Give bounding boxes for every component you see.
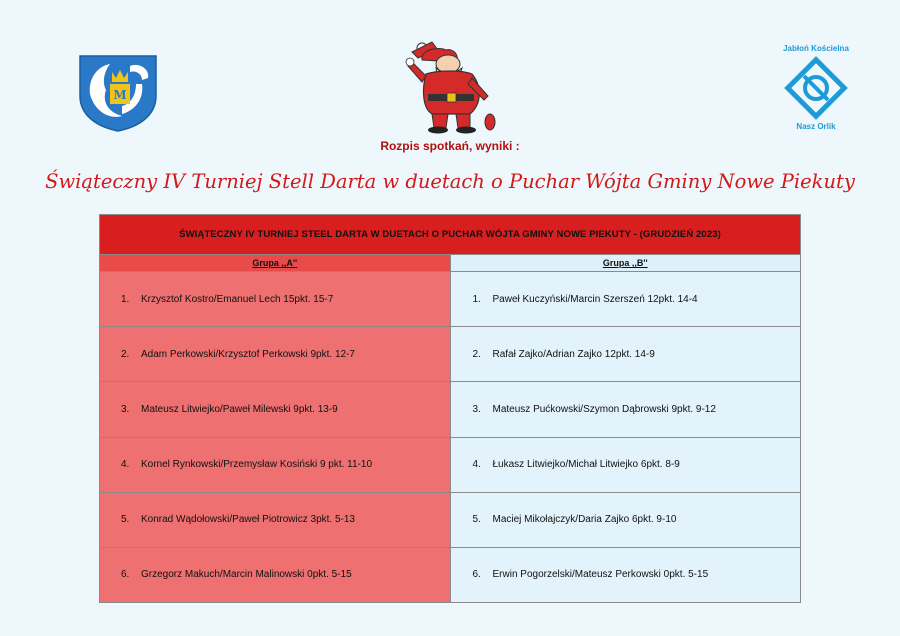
rank-number: 6. <box>472 569 481 581</box>
group-b-entry <box>450 272 801 327</box>
rank-number: 4. <box>121 459 130 471</box>
group-a-label: Grupa ,,A'' <box>100 255 451 272</box>
table-row <box>100 547 801 602</box>
table-row <box>100 492 801 547</box>
table-header: ŚWIĄTECZNY IV TURNIEJ STEEL DARTA W DUETACH O PUCHAR WÓJTA GMINY NOWE PIEKUTY - (GRUDZIEŃ 2023) <box>100 215 801 255</box>
group-a-entry <box>100 327 451 382</box>
svg-text:M: M <box>113 88 127 102</box>
rank-number: 3. <box>121 403 130 415</box>
rank-number: 1. <box>121 293 130 305</box>
rank-number: 2. <box>121 348 130 360</box>
group-a-entry <box>100 382 451 437</box>
group-a-entry <box>100 492 451 547</box>
table-row <box>100 272 801 327</box>
team-result: Maciej Mikołajczyk/Daria Zajko 6pkt. 9-10 <box>492 514 677 526</box>
group-a-entry <box>100 437 451 492</box>
page-title: Świąteczny IV Turniej Stell Darta w duetach o Puchar Wójta Gminy Nowe Piekuty <box>45 170 855 193</box>
team-result: Rafał Zajko/Adrian Zajko 12pkt. 14-9 <box>492 348 655 360</box>
team-result: Paweł Kuczyński/Marcin Szerszeń 12pkt. 14-4 <box>492 293 698 305</box>
table-row <box>100 437 801 492</box>
group-b-entry <box>450 382 801 437</box>
team-result: Łukasz Litwiejko/Michał Litwiejko 6pkt. 8-9 <box>492 459 680 471</box>
rank-number: 3. <box>472 403 481 415</box>
team-result: Konrad Wądołowski/Paweł Piotrowicz 3pkt. 5-13 <box>141 514 355 526</box>
orlik-emblem-icon <box>784 56 848 120</box>
logo-bottom-text: Nasz Orlik <box>796 122 836 131</box>
santa-darts-illustration <box>398 38 502 134</box>
team-result: Adam Perkowski/Krzysztof Perkowski 9pkt. 12-7 <box>141 348 355 360</box>
team-result: Erwin Pogorzelski/Mateusz Perkowski 0pkt. 5-15 <box>492 569 709 581</box>
results-table <box>99 214 801 603</box>
rank-number: 5. <box>472 514 481 526</box>
schedule-subheading: Rozpis spotkań, wyniki : <box>380 139 520 153</box>
logo-top-text: Jabłoń Kościelna <box>783 44 849 53</box>
team-result: Kornel Rynkowski/Przemysław Kosiński 9 pkt. 11-10 <box>141 459 373 471</box>
team-result: Mateusz Pućkowski/Szymon Dąbrowski 9pkt. 9-12 <box>492 403 716 415</box>
rank-number: 6. <box>121 569 130 581</box>
rank-number: 1. <box>472 293 481 305</box>
group-b-entry <box>450 492 801 547</box>
coat-of-arms-logo <box>78 54 158 132</box>
rank-number: 5. <box>121 514 130 526</box>
orlik-logo <box>778 44 854 134</box>
group-b-label: Grupa ,,B'' <box>450 255 801 272</box>
table-row <box>100 327 801 382</box>
group-b-entry <box>450 437 801 492</box>
group-b-entry <box>450 327 801 382</box>
group-b-entry <box>450 547 801 602</box>
group-a-entry <box>100 272 451 327</box>
team-result: Grzegorz Makuch/Marcin Malinowski 0pkt. 5-15 <box>141 569 352 581</box>
rank-number: 2. <box>472 348 481 360</box>
team-result: Mateusz Litwiejko/Paweł Milewski 9pkt. 13-9 <box>141 403 338 415</box>
group-a-entry <box>100 547 451 602</box>
table-row <box>100 382 801 437</box>
team-result: Krzysztof Kostro/Emanuel Lech 15pkt. 15-7 <box>141 293 334 305</box>
rank-number: 4. <box>472 459 481 471</box>
